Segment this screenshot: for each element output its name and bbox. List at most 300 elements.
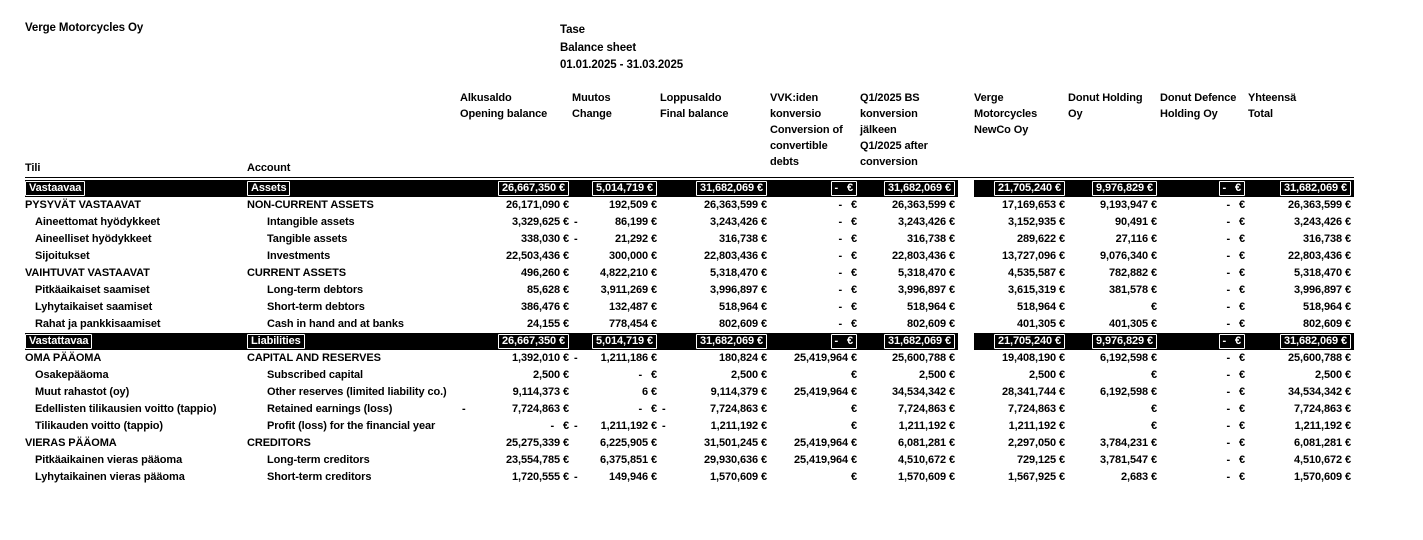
- amount-cell: [1248, 214, 1354, 231]
- cell-text: 2,500 €: [730, 369, 767, 381]
- amount-cell: [460, 316, 572, 333]
- amount-cell: [770, 316, 860, 333]
- cell-text: 25,275,339 €: [505, 437, 569, 449]
- cell-text: 2,297,050 €: [1007, 437, 1065, 449]
- account-name-fi: [25, 401, 247, 418]
- amount-cell: [572, 350, 660, 367]
- cell-text: 9,114,373 €: [512, 386, 569, 398]
- amount-cell: [572, 231, 660, 248]
- amount-cell: [660, 197, 770, 214]
- cell-text: 26,363,599 €: [703, 199, 767, 211]
- cell-text: Lyhytaikaiset saamiset: [35, 301, 153, 313]
- cell-text: 25,419,964 €: [793, 454, 857, 466]
- amount-cell: [660, 231, 770, 248]
- cell-text: 518,964 €: [1016, 301, 1065, 313]
- cell-text: 13,727,096 €: [1001, 250, 1065, 262]
- cell-text: Aineelliset hyödykkeet: [35, 233, 152, 245]
- cell-text: €: [1150, 403, 1157, 415]
- amount-cell: [460, 367, 572, 384]
- account-name-fi: [25, 299, 247, 316]
- amount-cell: [1068, 418, 1160, 435]
- cell-text: - €: [1226, 386, 1245, 398]
- column-header-line: konversio: [770, 108, 822, 120]
- cell-text: - €: [838, 216, 857, 228]
- amount-cell: [660, 367, 770, 384]
- column-header-yhteensa: [1248, 90, 1354, 122]
- column-header-line: Loppusaldo: [660, 92, 722, 104]
- cell-text: 1,392,010 €: [511, 352, 569, 364]
- cell-text: - €: [831, 181, 857, 196]
- amount-cell: [1160, 333, 1248, 350]
- amount-cell: [1160, 350, 1248, 367]
- cell-text: - €: [638, 403, 657, 415]
- column-header-line: Muutos: [572, 92, 611, 104]
- amount-cell: [660, 180, 770, 197]
- cell-text: 31,682,069 €: [884, 334, 955, 349]
- amount-cell: [958, 197, 1068, 214]
- cell-text: Rahat ja pankkisaamiset: [35, 318, 161, 330]
- column-header-line: Verge: [974, 92, 1004, 104]
- cell-text: €: [1150, 369, 1157, 381]
- cell-text: - €: [1219, 181, 1245, 196]
- negative-sign: -: [462, 403, 466, 415]
- amount-cell: [770, 248, 860, 265]
- amount-cell: [770, 401, 860, 418]
- column-header-alkusaldo: [460, 90, 572, 122]
- amount-cell: [958, 452, 1068, 469]
- report-title-fi: Tase: [560, 24, 585, 36]
- account-name-en: [247, 452, 460, 469]
- amount-cell: [958, 435, 1068, 452]
- cell-text: - €: [1226, 267, 1245, 279]
- amount-cell: [572, 469, 660, 486]
- column-header-line: conversion: [860, 156, 918, 168]
- amount-cell: [1160, 231, 1248, 248]
- cell-text: 2,500 €: [1028, 369, 1065, 381]
- cell-text: 5,014,719 €: [592, 181, 657, 196]
- account-name-fi: [25, 350, 247, 367]
- cell-text: 7,724,863 €: [709, 403, 767, 415]
- table-row: [25, 333, 1354, 350]
- amount-cell: [1248, 384, 1354, 401]
- cell-text: 26,363,599 €: [891, 199, 955, 211]
- balance-sheet-table: [25, 180, 1354, 486]
- cell-text: Tangible assets: [267, 233, 348, 245]
- cell-text: - €: [1226, 199, 1245, 211]
- cell-text: 9,076,340 €: [1099, 250, 1157, 262]
- cell-text: 6,225,905 €: [599, 437, 657, 449]
- cell-text: 4,510,672 €: [897, 454, 955, 466]
- amount-cell: [860, 316, 958, 333]
- column-header-line: Q1/2025 after: [860, 140, 928, 152]
- cell-text: 25,600,788 €: [1287, 352, 1351, 364]
- cell-text: 3,781,547 €: [1099, 454, 1157, 466]
- cell-text: 25,419,964 €: [793, 437, 857, 449]
- cell-text: 7,724,863 €: [1293, 403, 1351, 415]
- amount-cell: [460, 180, 572, 197]
- column-header-muutos: [572, 90, 660, 122]
- cell-text: PYSYVÄT VASTAAVAT: [25, 199, 141, 211]
- amount-cell: [1068, 333, 1160, 350]
- amount-cell: [460, 333, 572, 350]
- amount-cell: [1068, 452, 1160, 469]
- amount-cell: [770, 469, 860, 486]
- cell-text: €: [850, 471, 857, 483]
- cell-text: €: [850, 403, 857, 415]
- cell-text: 401,305 €: [1016, 318, 1065, 330]
- amount-cell: [1068, 197, 1160, 214]
- amount-cell: [770, 265, 860, 282]
- amount-cell: [1068, 469, 1160, 486]
- table-row: [25, 316, 1354, 333]
- cell-text: Long-term creditors: [267, 454, 370, 466]
- cell-text: 5,318,470 €: [1293, 267, 1351, 279]
- cell-text: 1,211,192 €: [1294, 420, 1351, 432]
- amount-cell: [1248, 197, 1354, 214]
- account-name-fi: [25, 384, 247, 401]
- cell-text: CREDITORS: [247, 437, 311, 449]
- amount-cell: [572, 401, 660, 418]
- cell-text: CURRENT ASSETS: [247, 267, 347, 279]
- amount-cell: [660, 248, 770, 265]
- cell-text: 3,996,897 €: [1293, 284, 1351, 296]
- account-name-en: [247, 469, 460, 486]
- amount-cell: [1248, 282, 1354, 299]
- cell-text: - €: [838, 318, 857, 330]
- table-row: [25, 350, 1354, 367]
- amount-cell: [1160, 248, 1248, 265]
- cell-text: Short-term creditors: [267, 471, 372, 483]
- cell-text: Pitkäaikaiset saamiset: [35, 284, 150, 296]
- amount-cell: [958, 333, 1068, 350]
- table-row: [25, 265, 1354, 282]
- cell-text: 7,724,863 €: [1007, 403, 1065, 415]
- amount-cell: [572, 435, 660, 452]
- column-header-verge-newco: [958, 90, 1068, 138]
- column-header-line: Oy: [1068, 108, 1083, 120]
- cell-text: Cash in hand and at banks: [267, 318, 404, 330]
- cell-text: 5,318,470 €: [897, 267, 955, 279]
- report-title-block: [560, 22, 683, 75]
- amount-cell: [460, 299, 572, 316]
- amount-cell: [958, 214, 1068, 231]
- cell-text: 518,964 €: [1302, 301, 1351, 313]
- cell-text: Osakepääoma: [35, 369, 109, 381]
- account-name-en: [247, 367, 460, 384]
- column-header-q1-after-conversion: [860, 90, 958, 170]
- negative-sign: -: [662, 403, 666, 415]
- account-name-en: [247, 435, 460, 452]
- cell-text: 518,964 €: [906, 301, 955, 313]
- amount-cell: [860, 384, 958, 401]
- amount-cell: [860, 452, 958, 469]
- table-row: [25, 197, 1354, 214]
- cell-text: NON-CURRENT ASSETS: [247, 199, 374, 211]
- amount-cell: [1068, 350, 1160, 367]
- account-name-fi: [25, 452, 247, 469]
- table-row: [25, 418, 1354, 435]
- amount-cell: [1160, 316, 1248, 333]
- cell-text: 782,882 €: [1108, 267, 1157, 279]
- amount-cell: [860, 248, 958, 265]
- account-name-en: [247, 248, 460, 265]
- amount-cell: [1068, 316, 1160, 333]
- account-name-fi: [25, 265, 247, 282]
- cell-text: - €: [838, 284, 857, 296]
- amount-cell: [770, 231, 860, 248]
- account-name-fi: [25, 282, 247, 299]
- cell-text: 192,509 €: [608, 199, 657, 211]
- cell-text: 9,114,379 €: [710, 386, 767, 398]
- cell-text: VAIHTUVAT VASTAAVAT: [25, 267, 150, 279]
- cell-text: 85,628 €: [526, 284, 569, 296]
- amount-cell: [572, 367, 660, 384]
- amount-cell: [860, 180, 958, 197]
- amount-cell: [1160, 282, 1248, 299]
- cell-text: - €: [1226, 420, 1245, 432]
- amount-cell: [770, 214, 860, 231]
- cell-text: 4,535,587 €: [1007, 267, 1065, 279]
- cell-text: 17,169,653 €: [1001, 199, 1065, 211]
- amount-cell: [1068, 214, 1160, 231]
- account-name-en: [247, 384, 460, 401]
- cell-text: 1,211,192 €: [1008, 420, 1065, 432]
- cell-text: - €: [1226, 352, 1245, 364]
- amount-cell: [460, 197, 572, 214]
- amount-cell: [1160, 401, 1248, 418]
- cell-text: 802,609 €: [906, 318, 955, 330]
- cell-text: - €: [1226, 318, 1245, 330]
- account-name-en: [247, 197, 460, 214]
- cell-text: 802,609 €: [718, 318, 767, 330]
- cell-text: 6 €: [642, 386, 657, 398]
- column-header-line: Tili: [25, 162, 41, 174]
- negative-sign: -: [574, 352, 578, 364]
- account-name-fi: [25, 418, 247, 435]
- amount-cell: [460, 231, 572, 248]
- cell-text: 86,199 €: [614, 216, 657, 228]
- amount-cell: [572, 282, 660, 299]
- amount-cell: [860, 333, 958, 350]
- amount-cell: [860, 299, 958, 316]
- amount-cell: [1068, 282, 1160, 299]
- cell-text: Retained earnings (loss): [267, 403, 393, 415]
- cell-text: €: [1150, 420, 1157, 432]
- cell-text: 25,419,964 €: [793, 386, 857, 398]
- amount-cell: [1248, 180, 1354, 197]
- amount-cell: [1248, 248, 1354, 265]
- column-header-line: Q1/2025 BS: [860, 92, 920, 104]
- cell-text: 316,738 €: [1302, 233, 1351, 245]
- amount-cell: [770, 435, 860, 452]
- cell-text: 3,243,426 €: [709, 216, 767, 228]
- amount-cell: [958, 350, 1068, 367]
- cell-text: 4,822,210 €: [599, 267, 657, 279]
- cell-text: 7,724,863 €: [897, 403, 955, 415]
- amount-cell: [572, 197, 660, 214]
- cell-text: 7,724,863 €: [511, 403, 569, 415]
- cell-text: - €: [838, 250, 857, 262]
- cell-text: 3,243,426 €: [1293, 216, 1351, 228]
- amount-cell: [460, 350, 572, 367]
- negative-sign: -: [574, 471, 578, 483]
- cell-text: Liabilities: [247, 334, 305, 349]
- amount-cell: [1248, 265, 1354, 282]
- amount-cell: [660, 384, 770, 401]
- cell-text: CAPITAL AND RESERVES: [247, 352, 381, 364]
- account-name-en: [247, 316, 460, 333]
- cell-text: Assets: [247, 181, 290, 196]
- cell-text: Vastattavaa: [25, 334, 92, 349]
- amount-cell: [1160, 265, 1248, 282]
- column-header-line: Final balance: [660, 108, 729, 120]
- cell-text: 34,534,342 €: [1287, 386, 1351, 398]
- cell-text: 3,911,269 €: [600, 284, 657, 296]
- amount-cell: [460, 401, 572, 418]
- amount-cell: [660, 282, 770, 299]
- cell-text: 3,329,625 €: [511, 216, 569, 228]
- negative-sign: -: [574, 420, 578, 432]
- cell-text: 3,615,319 €: [1007, 284, 1065, 296]
- amount-cell: [572, 299, 660, 316]
- cell-text: 21,705,240 €: [994, 334, 1065, 349]
- amount-cell: [1248, 231, 1354, 248]
- table-row: [25, 367, 1354, 384]
- column-header-line: debts: [770, 156, 799, 168]
- cell-text: 28,341,744 €: [1001, 386, 1065, 398]
- cell-text: Profit (loss) for the financial year: [267, 420, 436, 432]
- cell-text: - €: [1226, 454, 1245, 466]
- cell-text: €: [850, 369, 857, 381]
- amount-cell: [1068, 367, 1160, 384]
- amount-cell: [860, 265, 958, 282]
- cell-text: Other reserves (limited liability co.): [267, 386, 447, 398]
- account-name-fi: [25, 469, 247, 486]
- amount-cell: [1160, 197, 1248, 214]
- amount-cell: [860, 197, 958, 214]
- cell-text: 386,476 €: [520, 301, 569, 313]
- column-header-line: Donut Defence: [1160, 92, 1237, 104]
- amount-cell: [1160, 384, 1248, 401]
- cell-text: 2,500 €: [918, 369, 955, 381]
- amount-cell: [660, 316, 770, 333]
- amount-cell: [572, 316, 660, 333]
- table-row: [25, 435, 1354, 452]
- column-header-line: Total: [1248, 108, 1273, 120]
- table-row: [25, 384, 1354, 401]
- cell-text: - €: [831, 334, 857, 349]
- column-header-line: Alkusaldo: [460, 92, 512, 104]
- cell-text: 31,682,069 €: [696, 181, 767, 196]
- amount-cell: [1160, 214, 1248, 231]
- account-name-en: [247, 214, 460, 231]
- amount-cell: [958, 469, 1068, 486]
- account-name-en: [247, 299, 460, 316]
- column-header-line: konversion: [860, 108, 918, 120]
- amount-cell: [1068, 435, 1160, 452]
- cell-text: 1,570,609 €: [897, 471, 955, 483]
- amount-cell: [1160, 469, 1248, 486]
- negative-sign: -: [574, 216, 578, 228]
- cell-text: 518,964 €: [718, 301, 767, 313]
- cell-text: - €: [638, 369, 657, 381]
- cell-text: 3,152,935 €: [1007, 216, 1065, 228]
- cell-text: Short-term debtors: [267, 301, 365, 313]
- amount-cell: [660, 333, 770, 350]
- amount-cell: [1248, 418, 1354, 435]
- amount-cell: [958, 248, 1068, 265]
- cell-text: 316,738 €: [906, 233, 955, 245]
- amount-cell: [572, 418, 660, 435]
- amount-cell: [1248, 469, 1354, 486]
- amount-cell: [460, 435, 572, 452]
- cell-text: - €: [1226, 437, 1245, 449]
- cell-text: 6,081,281 €: [1293, 437, 1351, 449]
- cell-text: - €: [1226, 250, 1245, 262]
- cell-text: 22,803,436 €: [1287, 250, 1351, 262]
- account-name-fi: [25, 180, 247, 197]
- cell-text: Muut rahastot (oy): [35, 386, 130, 398]
- column-header-account: [247, 160, 460, 177]
- column-header-donut-holding: [1068, 90, 1160, 122]
- cell-text: - €: [1219, 334, 1245, 349]
- cell-text: Lyhytaikainen vieras pääoma: [35, 471, 185, 483]
- cell-text: 1,570,609 €: [1293, 471, 1351, 483]
- cell-text: - €: [1226, 471, 1245, 483]
- amount-cell: [958, 265, 1068, 282]
- cell-text: Aineettomat hyödykkeet: [35, 216, 160, 228]
- table-row: [25, 231, 1354, 248]
- amount-cell: [1248, 350, 1354, 367]
- amount-cell: [1248, 316, 1354, 333]
- amount-cell: [770, 418, 860, 435]
- cell-text: - €: [838, 301, 857, 313]
- cell-text: 5,014,719 €: [592, 334, 657, 349]
- amount-cell: [860, 401, 958, 418]
- cell-text: OMA PÄÄOMA: [25, 352, 102, 364]
- table-row: [25, 214, 1354, 231]
- cell-text: 26,667,350 €: [498, 181, 569, 196]
- column-header-line: Motorcycles: [974, 108, 1038, 120]
- column-header-line: Conversion of: [770, 124, 843, 136]
- cell-text: - €: [1226, 403, 1245, 415]
- cell-text: 9,976,829 €: [1092, 334, 1157, 349]
- cell-text: Vastaavaa: [25, 181, 85, 196]
- column-header-line: jälkeen: [860, 124, 897, 136]
- amount-cell: [660, 452, 770, 469]
- account-name-en: [247, 180, 460, 197]
- amount-cell: [860, 214, 958, 231]
- cell-text: 300,000 €: [608, 250, 657, 262]
- amount-cell: [1068, 384, 1160, 401]
- amount-cell: [860, 435, 958, 452]
- cell-text: 778,454 €: [608, 318, 657, 330]
- amount-cell: [860, 231, 958, 248]
- cell-text: 1,211,192 €: [600, 420, 657, 432]
- amount-cell: [460, 282, 572, 299]
- amount-cell: [958, 418, 1068, 435]
- cell-text: 25,600,788 €: [891, 352, 955, 364]
- amount-cell: [1160, 299, 1248, 316]
- cell-text: 34,534,342 €: [891, 386, 955, 398]
- cell-text: 26,363,599 €: [1287, 199, 1351, 211]
- table-row: [25, 469, 1354, 486]
- table-row: [25, 401, 1354, 418]
- amount-cell: [1160, 435, 1248, 452]
- table-header: [25, 90, 1354, 178]
- cell-text: 31,682,069 €: [1280, 181, 1351, 196]
- amount-cell: [958, 384, 1068, 401]
